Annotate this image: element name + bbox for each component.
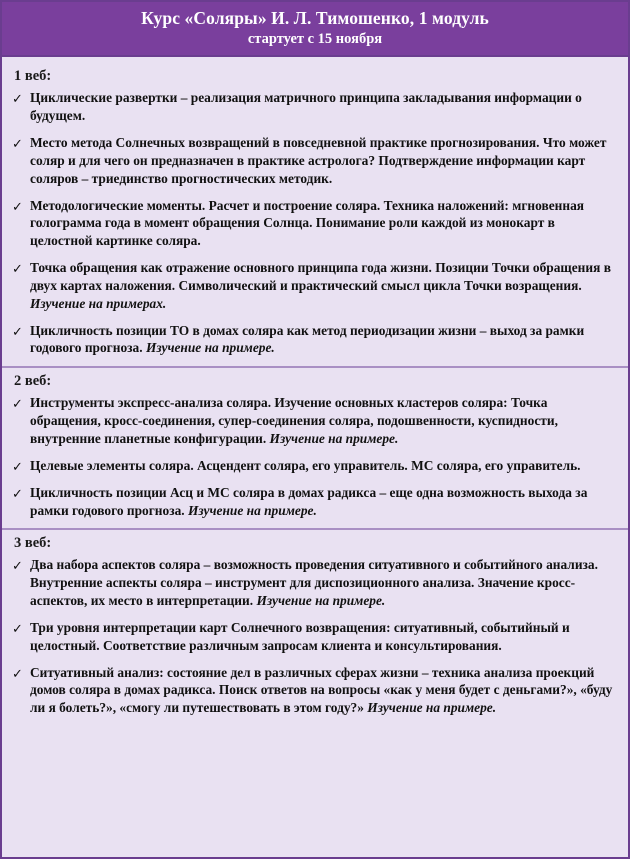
page-header	[2, 2, 628, 57]
list-item	[12, 322, 618, 358]
list-item-text	[30, 619, 618, 655]
list-item-plain-text: Место метода Солнечных возвращений в повседневной практике прогнозирования. Что может соляр и для чего он предназначен в практике астролога? Подтверждение информации карт соляров – триединство прогностических методик.	[30, 135, 607, 186]
list-item-text	[30, 484, 618, 520]
list-item-italic-text: Изучение на примере.	[145, 340, 275, 356]
page-title: Курс «Соляры» И. Л. Тимошенко, 1 модуль	[141, 8, 489, 28]
check-icon: ✓	[12, 323, 23, 339]
list-item	[12, 197, 618, 250]
check-icon: ✓	[12, 620, 23, 636]
list-item	[12, 556, 618, 609]
list-item-text	[30, 259, 618, 312]
list-item-plain-text: Два набора аспектов соляра – возможность проведения ситуативного и событийного анализа. Внутренние аспекты соляра – инструмент для диспозиционного анализа. Значение кросс-аспектов, их место в интерпретации.	[30, 557, 598, 609]
list-item-italic-text: Изучение на примерах.	[30, 295, 167, 311]
program-section	[2, 535, 628, 717]
list-item	[12, 394, 618, 447]
section-title: 1 веб:	[14, 68, 52, 85]
check-icon: ✓	[12, 665, 23, 681]
program-section	[2, 373, 628, 519]
list-item	[12, 457, 618, 475]
list-item-plain-text: Циклические развертки – реализация матричного принципа закладывания информации о будущем.	[30, 90, 582, 124]
list-item-plain-text: Целевые элементы соляра. Асцендент соляра, его управитель. МС соляра, его управитель.	[30, 457, 581, 473]
check-icon: ✓	[12, 198, 23, 214]
list-item	[12, 259, 618, 312]
sections-container	[2, 68, 628, 717]
check-icon: ✓	[12, 458, 23, 474]
page-subtitle: стартует с 15 ноября	[247, 31, 383, 47]
list-item	[12, 134, 618, 187]
list-item-text	[30, 89, 618, 125]
page-body	[2, 57, 628, 857]
check-icon: ✓	[12, 91, 23, 107]
list-item-italic-text: Изучение на примере.	[188, 502, 317, 518]
check-icon: ✓	[12, 396, 23, 412]
list-item-plain-text: Ситуативный анализ: состояние дел в различных сферах жизни – техника анализа проекций домов соляра в домах радикса. Поиск ответов на вопросы «как у меня будет с деньгами?», «буду ли я болеть?», «смогу ли путешествовать в этом году?»	[30, 664, 613, 716]
list-item-plain-text: Методологические моменты. Расчет и построение соляра. Техника наложений: мгновенная голограмма года в момент обращения Солнца. Понимание роли каждой из монокарт в целостной картинке соляра.	[30, 197, 585, 249]
list-item-plain-text: Цикличность позиции Асц и МС соляра в домах радикса – еще одна возможность выхода за рамки годового прогноза.	[30, 484, 588, 518]
check-icon: ✓	[12, 261, 23, 277]
check-icon: ✓	[12, 558, 23, 574]
list-item	[12, 89, 618, 125]
list-item-text	[30, 394, 618, 447]
list-item-text	[30, 664, 618, 717]
list-item-italic-text: Изучение на примере.	[269, 430, 399, 446]
list-item-plain-text: Три уровня интерпретации карт Солнечного возвращения: ситуативный, событийный и целостный. Соответствие различным запросам клиента и консультирования.	[30, 619, 570, 653]
section-title: 3 веб:	[14, 535, 52, 552]
list-item-text	[30, 556, 618, 609]
check-icon: ✓	[12, 485, 23, 501]
list-item-text	[30, 322, 618, 358]
list-item	[12, 664, 618, 717]
section-divider	[2, 528, 628, 530]
list-item-plain-text: Точка обращения как отражение основного принципа года жизни. Позиции Точки обращения в двух картах наложения. Символический и практический смысл цикла Точки возращения.	[30, 260, 611, 293]
section-title: 2 веб:	[14, 373, 52, 390]
check-icon: ✓	[12, 136, 23, 152]
program-section	[2, 68, 628, 357]
list-item-text	[30, 197, 618, 250]
list-item-plain-text: Цикличность позиции ТО в домах соляра как метод периодизации жизни – выход за рамки годового прогноза.	[30, 322, 585, 356]
list-item	[12, 619, 618, 655]
list-item	[12, 484, 618, 520]
list-item-text	[30, 134, 618, 187]
list-item-text	[30, 457, 618, 475]
list-item-italic-text: Изучение на примере.	[256, 593, 386, 609]
section-divider	[2, 366, 628, 368]
list-item-plain-text: Инструменты экспресс-анализа соляра. Изучение основных кластеров соляра: Точка обращения, кросс-соединения, супер-соединения соляра, подошвенности, куспидности, внутренние планетные конфигурации.	[30, 395, 558, 446]
list-item-italic-text: Изучение на примере.	[367, 700, 497, 716]
